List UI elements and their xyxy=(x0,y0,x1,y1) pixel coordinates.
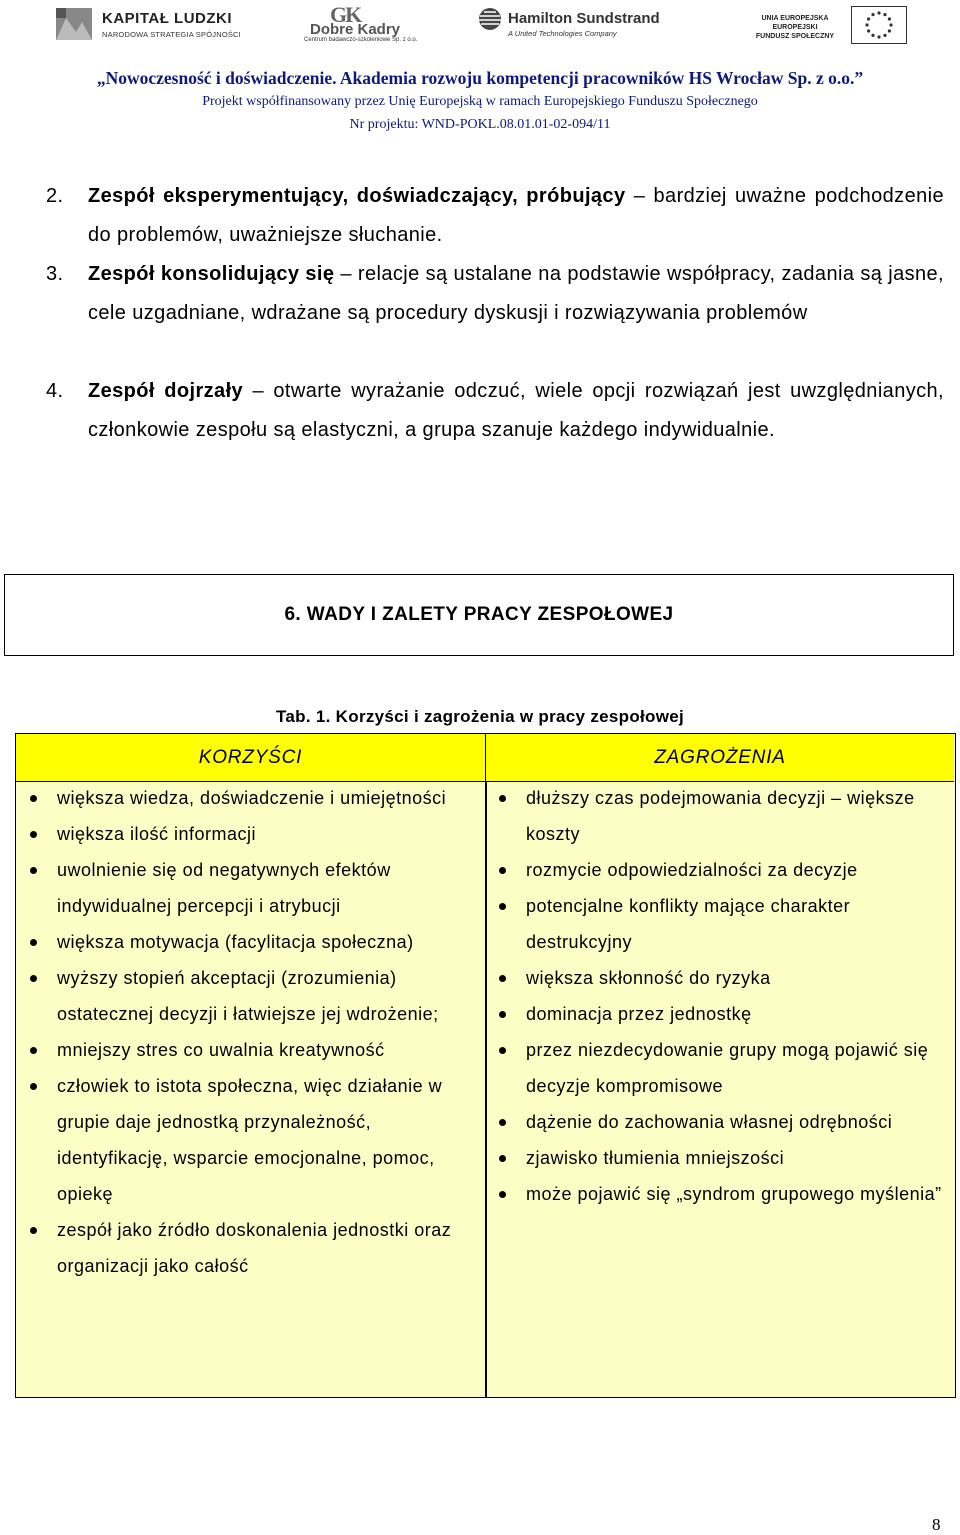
dobre-kadry-mark: GK xyxy=(330,2,361,27)
benefits-threats-table xyxy=(15,733,956,1398)
threat-item: dominacja przez jednostkę xyxy=(496,996,948,1032)
project-number: Nr projektu: WND-POKL.08.01.01-02-094/11 xyxy=(349,117,611,132)
list-item-text: – otwarte wyrażanie odczuć, wiele opcji rozwiązań jest uwzględnianych, członkowie zespołu są elastyczni, a grupa szanuje każdego indywidualnie. xyxy=(88,380,944,441)
project-title: „Nowoczesność i doświadczenie. Akademia rozwoju kompetencji pracowników HS Wrocław Sp. z o.o.” xyxy=(96,68,864,88)
threat-item: może pojawić się „syndrom grupowego myślenia” xyxy=(496,1176,948,1212)
benefit-item: człowiek to istota społeczna, więc działanie w grupie daje jednostką przynależność, identyfikację, wsparcie emocjonalne, pomoc, opiekę xyxy=(27,1068,479,1212)
section-heading-box xyxy=(4,574,954,656)
benefits-column xyxy=(27,782,479,1284)
threat-item: większa skłonność do ryzyka xyxy=(496,960,948,996)
benefit-item: uwolnienie się od negatywnych efektów indywidualnej percepcji i atrybucji xyxy=(27,852,479,924)
threat-item: potencjalne konflikty mające charakter destrukcyjny xyxy=(496,888,948,960)
list-item-body xyxy=(88,372,944,450)
benefit-item: wyższy stopień akceptacji (zrozumienia) ostatecznej decyzji i łatwiejsze jej wdrożenie; xyxy=(27,960,479,1032)
dobre-kadry-title: Dobre Kadry xyxy=(310,21,401,38)
list-item-term: Zespół konsolidujący się xyxy=(88,263,335,285)
list-item-text: – relacje są ustalane na podstawie współpracy, zadania są jasne, cele uzgadniane, wdrażane są procedury dyskusji i rozwiązywania problemów xyxy=(88,263,945,324)
list-item-number: 3. xyxy=(46,263,64,285)
table-header-threats: ZAGROŻENIA xyxy=(486,734,954,782)
eu-line-1: UNIA EUROPEJSKA xyxy=(761,15,829,22)
threat-item: rozmycie odpowiedzialności za decyzje xyxy=(496,852,948,888)
page-number: 8 xyxy=(932,1515,941,1534)
kapital-ludzki-title: KAPITAŁ LUDZKI xyxy=(102,10,233,27)
benefit-item: większa motywacja (facylitacja społeczna) xyxy=(27,924,479,960)
list-item-term: Zespół eksperymentujący, doświadczający, próbujący xyxy=(88,185,626,207)
benefits-list xyxy=(27,780,479,1284)
kapital-ludzki-subtitle: NARODOWA STRATEGIA SPÓJNOŚCI xyxy=(102,30,241,39)
benefit-item: mniejszy stres co uwalnia kreatywność xyxy=(27,1032,479,1068)
dobre-kadry-logo xyxy=(300,4,425,48)
column-divider xyxy=(485,782,487,1397)
kapital-ludzki-emblem-icon xyxy=(52,4,96,44)
list-item xyxy=(46,255,944,333)
list-item-term: Zespół dojrzały xyxy=(88,380,244,402)
globe-icon xyxy=(478,7,502,31)
dobre-kadry-subtitle: Centrum badawczo-szkoleniowe Sp. z o.o. xyxy=(304,37,418,43)
kapital-ludzki-logo xyxy=(52,4,262,48)
eu-line-2: EUROPEJSKI xyxy=(772,24,818,31)
threats-column xyxy=(496,782,948,1212)
eu-flag-icon xyxy=(851,6,907,44)
list-item xyxy=(46,177,944,255)
section-title: 6. WADY I ZALETY PRACY ZESPOŁOWEJ xyxy=(284,604,674,625)
hamilton-sundstrand-title: Hamilton Sundstrand xyxy=(508,10,660,27)
threat-item: dążenie do zachowania własnej odrębności xyxy=(496,1104,948,1140)
hamilton-sundstrand-logo xyxy=(478,4,693,48)
eu-logo-text xyxy=(747,14,843,41)
threat-item: zjawisko tłumienia mniejszości xyxy=(496,1140,948,1176)
threats-list xyxy=(496,780,948,1212)
benefit-item: większa ilość informacji xyxy=(27,816,479,852)
project-subtitle: Projekt współfinansowany przez Unię Europejską w ramach Europejskiego Funduszu Społecznego xyxy=(202,94,758,109)
table-header-benefits: KORZYŚCI xyxy=(16,734,486,782)
table-caption: Tab. 1. Korzyści i zagrożenia w pracy zespołowej xyxy=(275,707,685,726)
eu-line-3: FUNDUSZ SPOŁECZNY xyxy=(755,33,835,40)
list-item-text: – bardziej uważne podchodzenie do problemów, uważniejsze słuchanie. xyxy=(88,185,944,246)
list-item-number: 4. xyxy=(46,380,64,402)
hamilton-sundstrand-subtitle: A United Technologies Company xyxy=(508,29,617,38)
logo-strip xyxy=(0,0,960,60)
eu-logo xyxy=(747,4,912,48)
list-item-body xyxy=(88,255,944,333)
threat-item: dłuższy czas podejmowania decyzji – większe koszty xyxy=(496,780,948,852)
benefit-item: zespół jako źródło doskonalenia jednostki oraz organizacji jako całość xyxy=(27,1212,479,1284)
list-item-body xyxy=(88,177,944,255)
benefit-item: większa wiedza, doświadczenie i umiejętności xyxy=(27,780,479,816)
threat-item: przez niezdecydowanie grupy mogą pojawić się decyzje kompromisowe xyxy=(496,1032,948,1104)
list-item xyxy=(46,372,944,450)
list-item-number: 2. xyxy=(46,185,64,207)
